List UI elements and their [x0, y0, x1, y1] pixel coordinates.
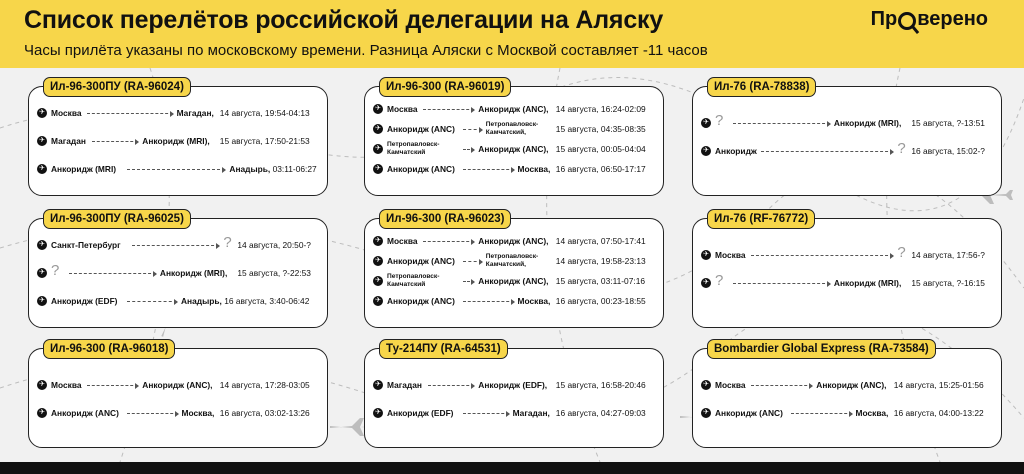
flight-row	[701, 112, 993, 131]
origin-label: Петропавловск-Камчатский	[387, 141, 440, 156]
header-banner	[0, 0, 1024, 68]
flight-card	[364, 343, 664, 448]
route-arrow	[791, 413, 852, 414]
origin-label: Москва	[715, 380, 746, 390]
plane-icon: ✈	[701, 250, 711, 260]
plane-icon: ✈	[701, 118, 711, 128]
flight-row	[373, 405, 655, 421]
flight-time: 14 августа, 17:28-03:05	[219, 380, 310, 390]
flight-time: 14 августа, 07:50-17:41	[555, 236, 646, 246]
flight-time: 15 августа, ?-22:53	[237, 268, 311, 278]
flight-time: 15 августа, 17:50-21:53	[219, 136, 310, 146]
flight-row	[701, 140, 993, 159]
flight-time: 14 августа, 20:50-?	[237, 240, 311, 250]
destination-label: Анкоридж (ANC),	[478, 104, 549, 114]
plane-icon: ✈	[37, 380, 47, 390]
unknown-destination: ?	[223, 234, 232, 251]
plane-icon: ✈	[37, 268, 47, 278]
route-arrow	[733, 123, 830, 124]
flight-card	[364, 213, 664, 328]
flight-row	[37, 377, 319, 393]
flight-row	[37, 262, 319, 281]
origin-label: Анкоридж (ANC)	[387, 256, 455, 266]
flight-time: 14 августа, 16:24-02:09	[555, 104, 646, 114]
flight-row	[701, 272, 993, 291]
aircraft-tag: Ил-96-300 (RA-96018)	[43, 339, 175, 359]
flight-row	[37, 133, 319, 149]
destination-label: Анкоридж (MRI),	[159, 268, 228, 278]
route-arrow	[87, 113, 173, 114]
route-arrow	[463, 301, 514, 302]
plane-icon: ✈	[373, 276, 383, 286]
origin-label: Анкоридж (ANC)	[51, 408, 119, 418]
aircraft-tag: Ил-76 (RF-76772)	[707, 209, 815, 229]
destination-label: Москва,	[855, 408, 889, 418]
plane-icon: ✈	[373, 144, 383, 154]
flight-time: 16 августа, 04:27-09:03	[555, 408, 646, 418]
origin-label: Москва	[51, 108, 82, 118]
route-arrow	[463, 149, 474, 150]
flight-card	[28, 213, 328, 328]
destination-label: Анкоридж (MRI),	[833, 278, 902, 288]
route-arrow	[463, 261, 482, 262]
page-subtitle: Часы прилёта указаны по московскому времени. Разница Аляски с Москвой составляет -11 часов	[24, 42, 708, 59]
unknown-origin: ?	[715, 112, 724, 129]
flight-row	[373, 141, 655, 157]
route-arrow	[69, 273, 156, 274]
destination-label: Москва,	[517, 164, 551, 174]
plane-icon: ✈	[37, 240, 47, 250]
route-arrow	[733, 283, 830, 284]
destination-label: Анкоридж (ANC),	[478, 236, 549, 246]
origin-label: Москва	[387, 236, 418, 246]
aircraft-tag: Ил-96-300 (RA-96019)	[379, 77, 511, 97]
flight-card	[28, 81, 328, 196]
origin-label: Анкоридж (ANC)	[387, 124, 455, 134]
origin-label: Анкоридж	[715, 146, 757, 156]
flight-row	[701, 377, 993, 393]
unknown-destination: ?	[897, 244, 906, 261]
route-arrow	[463, 413, 509, 414]
unknown-destination: ?	[897, 140, 906, 157]
plane-icon: ✈	[37, 164, 47, 174]
destination-label: Анкоридж (EDF),	[478, 380, 548, 390]
plane-icon: ✈	[373, 124, 383, 134]
route-arrow	[423, 241, 474, 242]
origin-label: Петропавловск-Камчатский	[387, 273, 440, 288]
route-arrow	[463, 281, 474, 282]
flight-time: 15 августа, ?-13:51	[911, 118, 985, 128]
origin-label: Анкоридж (ANC)	[715, 408, 783, 418]
flight-row	[373, 377, 655, 393]
plane-icon: ✈	[701, 278, 711, 288]
route-arrow	[761, 151, 893, 152]
aircraft-tag: Ил-96-300ПУ (RA-96025)	[43, 209, 191, 229]
flight-row	[37, 293, 319, 309]
origin-label: Москва	[387, 104, 418, 114]
destination-label: Анкоридж (ANC),	[142, 380, 213, 390]
aircraft-tag: Ил-96-300ПУ (RA-96024)	[43, 77, 191, 97]
destination-label: Магадан,	[512, 408, 550, 418]
flight-time: 16 августа, 3:40-06:42	[224, 296, 310, 306]
flight-card	[692, 213, 1002, 328]
flight-card	[28, 343, 328, 448]
route-arrow	[127, 169, 225, 170]
flight-row	[37, 234, 319, 253]
flight-row	[373, 101, 655, 117]
origin-label: Анкоридж (EDF)	[387, 408, 454, 418]
destination-label: Петропавловск-Камчатский,	[485, 253, 539, 268]
plane-icon: ✈	[37, 108, 47, 118]
destination-label: Анадырь,	[229, 164, 271, 174]
flight-time: 15 августа, 04:35-08:35	[555, 124, 646, 134]
flight-time: 14 августа, 15:25-01:56	[893, 380, 984, 390]
route-arrow	[87, 385, 138, 386]
flight-time: 15 августа, 00:05-04:04	[555, 144, 646, 154]
route-arrow	[127, 413, 178, 414]
destination-label: Москва,	[517, 296, 551, 306]
route-arrow	[428, 385, 474, 386]
plane-icon: ✈	[701, 408, 711, 418]
flight-time: 15 августа, 03:11-07:16	[555, 276, 646, 286]
route-arrow	[127, 301, 177, 302]
origin-label: Магадан	[51, 136, 86, 146]
flight-time: 16 августа, 15:02-?	[911, 146, 985, 156]
flight-time: 16 августа, 06:50-17:17	[555, 164, 646, 174]
origin-label: Анкоридж (EDF)	[51, 296, 118, 306]
destination-label: Анкоридж (ANC),	[816, 380, 887, 390]
magnifier-icon	[898, 12, 916, 30]
destination-label: Анкоридж (MRI),	[833, 118, 902, 128]
page-title: Список перелётов российской делегации на Аляску	[24, 6, 664, 34]
destination-label: Москва,	[181, 408, 215, 418]
flight-row	[373, 273, 655, 289]
unknown-origin: ?	[51, 262, 60, 279]
flight-time: 15 августа, 16:58-20:46	[555, 380, 646, 390]
flight-card	[692, 81, 1002, 196]
plane-icon: ✈	[373, 236, 383, 246]
flight-time: 14 августа, 19:58-23:13	[555, 256, 646, 266]
flight-row	[373, 293, 655, 309]
flight-time: 03:11-06:27	[272, 164, 317, 174]
flight-time: 16 августа, 04:00-13:22	[893, 408, 984, 418]
flight-row	[373, 161, 655, 177]
flight-row	[373, 121, 655, 137]
aircraft-tag: Ил-96-300 (RA-96023)	[379, 209, 511, 229]
route-arrow	[92, 141, 138, 142]
origin-label: Магадан	[387, 380, 422, 390]
destination-label: Анкоридж (ANC),	[478, 276, 549, 286]
plane-icon: ✈	[37, 408, 47, 418]
plane-icon: ✈	[373, 296, 383, 306]
aircraft-tag: Ту-214ПУ (RA-64531)	[379, 339, 508, 359]
route-arrow	[751, 385, 812, 386]
plane-icon: ✈	[37, 296, 47, 306]
plane-icon: ✈	[373, 408, 383, 418]
flight-row	[37, 405, 319, 421]
flight-time: 14 августа, 17:56-?	[911, 250, 985, 260]
destination-label: Магадан,	[176, 108, 214, 118]
flight-time: 16 августа, 00:23-18:55	[555, 296, 646, 306]
bottom-bar	[0, 462, 1024, 474]
plane-icon: ✈	[373, 380, 383, 390]
plane-icon: ✈	[373, 164, 383, 174]
flight-row	[373, 253, 655, 269]
route-arrow	[463, 169, 514, 170]
flight-card	[692, 343, 1002, 448]
aircraft-tag: Ил-76 (RA-78838)	[707, 77, 816, 97]
destination-label: Анадырь,	[181, 296, 222, 306]
origin-label: Анкоридж (ANC)	[387, 164, 455, 174]
flight-time: 15 августа, ?-16:15	[911, 278, 985, 288]
origin-label: Санкт-Петербург	[51, 240, 121, 250]
flight-row	[373, 233, 655, 249]
flight-time: 16 августа, 03:02-13:26	[219, 408, 310, 418]
destination-label: Анкоридж (ANC),	[478, 144, 549, 154]
flight-time: 14 августа, 19:54-04:13	[219, 108, 310, 118]
flight-row	[701, 405, 993, 421]
plane-icon: ✈	[373, 104, 383, 114]
unknown-origin: ?	[715, 272, 724, 289]
origin-label: Анкоридж (ANC)	[387, 296, 455, 306]
destination-label: Петропавловск-Камчатский,	[485, 121, 539, 136]
route-arrow	[751, 255, 893, 256]
route-arrow	[423, 109, 474, 110]
origin-label: Москва	[51, 380, 82, 390]
plane-icon: ✈	[701, 146, 711, 156]
plane-icon: ✈	[373, 256, 383, 266]
flight-row	[701, 244, 993, 263]
brand-logo: Пр верено	[870, 8, 988, 30]
aircraft-tag: Bombardier Global Express (RA-73584)	[707, 339, 936, 359]
plane-icon: ✈	[701, 380, 711, 390]
flight-row	[37, 161, 319, 177]
flight-card	[364, 81, 664, 196]
route-arrow	[463, 129, 482, 130]
destination-label: Анкоридж (MRI),	[142, 136, 210, 146]
flight-row	[37, 105, 319, 121]
origin-label: Москва	[715, 250, 746, 260]
route-arrow	[132, 245, 219, 246]
origin-label: Анкоридж (MRI)	[51, 164, 117, 174]
plane-icon: ✈	[37, 136, 47, 146]
